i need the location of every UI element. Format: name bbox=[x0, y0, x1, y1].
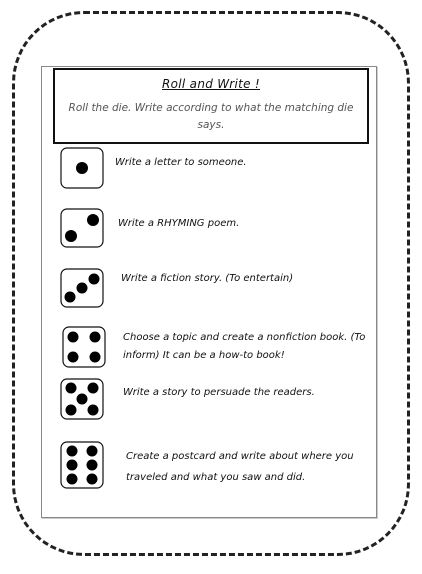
item-text-6: Create a postcard and write about where you traveled and what you saw and did. bbox=[126, 451, 354, 483]
die-four-icon bbox=[62, 326, 106, 368]
item-text-4: Choose a topic and create a nonfiction book. (To inform) It can be a how-to book! bbox=[123, 332, 366, 361]
die-one-icon bbox=[60, 147, 104, 189]
die-six-icon bbox=[60, 441, 104, 489]
item-text-2: Write a RHYMING poem. bbox=[118, 218, 240, 229]
worksheet-title: Roll and Write ! bbox=[162, 77, 260, 91]
worksheet-instructions: Roll the die. Write according to what the matching die says. bbox=[68, 102, 354, 131]
die-three-icon bbox=[60, 268, 104, 308]
item-text-5: Write a story to persuade the readers. bbox=[123, 387, 315, 398]
item-text-1: Write a letter to someone. bbox=[115, 157, 247, 168]
die-five-icon bbox=[60, 378, 104, 420]
die-two-icon bbox=[60, 208, 104, 248]
item-text-3: Write a fiction story. (To entertain) bbox=[121, 273, 294, 284]
title-box bbox=[53, 68, 369, 144]
